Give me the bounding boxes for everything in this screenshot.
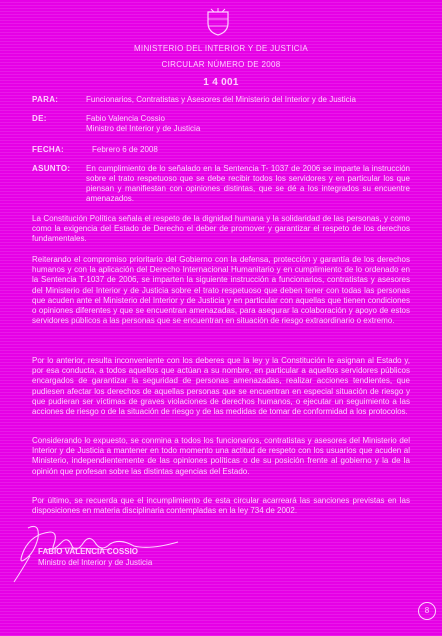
- fecha-label: FECHA:: [32, 145, 65, 154]
- de-label: DE:: [32, 114, 47, 123]
- circular-number: 1 4 001: [203, 77, 239, 88]
- signatory-name: FABIO VALENCIA COSSIO: [38, 547, 139, 556]
- para-label: PARA:: [32, 95, 59, 104]
- circular-heading: CIRCULAR NÚMERO DE 2008: [161, 60, 281, 69]
- body-paragraph-1: La Constitución Política señala el respeto de la dignidad humana y la solidaridad de las personas, y como como la exigencia del Estado de Derecho el deber de promover y garantizar el respeto de los derechos fundamentales.: [32, 214, 410, 244]
- ministry-heading: MINISTERIO DEL INTERIOR Y DE JUSTICIA: [133, 44, 309, 53]
- de-value: Fabio Valencia Cossio Ministro del Interior y de Justicia: [86, 114, 201, 133]
- fecha-value: Febrero 6 de 2008: [92, 145, 158, 154]
- asunto-value: En cumplimiento de lo señalado en la Sentencia T- 1037 de 2006 se imparte la instrucción sobre el trato respetuoso que se debe recibir todos los servidores y en particular los que piensan y manifiestan con opiniones distintas, que se dé a los integrados su encuentre amenazados.: [86, 164, 410, 203]
- body-paragraph-4: Considerando lo expuesto, se conmina a todos los funcionarios, contratistas y asesores del Ministerio del Interior y de Justicia a mantener en todo momento una actitud de respeto con los usuarios que acuden al Ministerio, independientemente de las opiniones políticas o de su posición frente al gobierno y la de la opinión que profesan sobre las distintas agencias del Estado.: [32, 436, 410, 476]
- page-number-mark: 8: [418, 602, 436, 620]
- body-paragraph-3: Por lo anterior, resulta inconveniente con los deberes que la ley y la Constitución le asignan al Estado y, por esa conducta, a todos aquellos que actúan a su nombre, en particular a aquellos servidores públicos encargados de garantizar la seguridad de personas amenazadas, realizar acciones tendientes, que pudiesen afectar los derechos de aquellas personas que se encuentran en especial situación de riesgo y que pudieran ser víctimas de graves violaciones de derechos humanos, o ejecutar un seguimiento a las acciones de riesgo o de la situación de riesgo y de las medidas de tomar de conformidad a los protocolos.: [32, 356, 410, 417]
- para-value: Funcionarios, Contratistas y Asesores del Ministerio del Interior y de Justicia: [86, 95, 356, 104]
- asunto-label: ASUNTO:: [32, 164, 71, 173]
- body-paragraph-5: Por último, se recuerda que el incumplimiento de esta circular acarreará las sanciones previstas en las disposiciones en materia disciplinaria contempladas en la ley 734 de 2002.: [32, 496, 410, 516]
- coat-of-arms-seal: [205, 8, 231, 36]
- signatory-title: Ministro del Interior y de Justicia: [38, 558, 153, 567]
- body-paragraph-2: Reiterando el compromiso prioritario del Gobierno con la defensa, protección y garantía de los derechos humanos y con la aplicación del Derecho Internacional Humanitario y en cumplimiento de lo ordenado en la Sentencia T-1037 de 2006, se imparten la siguiente instrucción a funcionarios, contratistas y asesores del Ministerio del Interior y de Justicia sobre el trato respetuoso que deben tener con todas las personas que acuden ante el Ministerio del Interior y de Justicia y en particular con aquellas que tienen condiciones o opiniones diferentes y que se encuentran amenazadas, para asegurar la colaboración y apoyo de estos servidores públicos a las personas que se encuentran en situación de riesgo extraordinario o extremo.: [32, 255, 410, 326]
